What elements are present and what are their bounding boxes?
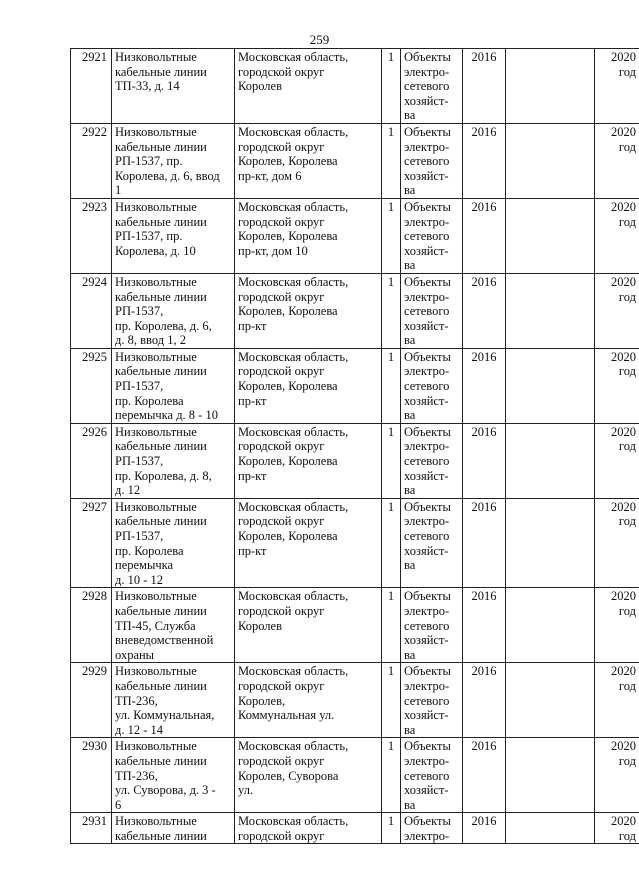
object-quantity: 1 xyxy=(382,738,401,813)
plan-year: 2020 год xyxy=(595,813,639,844)
object-name: Низковольтные кабельные линии РП-1537, пр. Королева перемычка д. 10 - 12 xyxy=(112,498,235,588)
object-name: Низковольтные кабельные линии ТП-33, д. 14 xyxy=(112,49,235,124)
object-name: Низковольтные кабельные линии xyxy=(112,813,235,844)
object-type: Объекты электро- сетевого хозяйст- ва xyxy=(401,498,463,588)
object-address: Московская область, городской округ Королев, Королева пр-кт, дом 10 xyxy=(235,198,382,273)
object-type: Объекты электро- сетевого хозяйст- ва xyxy=(401,663,463,738)
row-number: 2922 xyxy=(71,123,112,198)
row-number: 2926 xyxy=(71,423,112,498)
table-row xyxy=(71,198,639,273)
object-name: Низковольтные кабельные линии ТП-236, ул. Коммунальная, д. 12 - 14 xyxy=(112,663,235,738)
table-row xyxy=(71,588,639,663)
object-type: Объекты электро- сетевого хозяйст- ва xyxy=(401,123,463,198)
plan-year: 2020 год xyxy=(595,273,639,348)
object-year: 2016 xyxy=(463,813,506,844)
object-quantity: 1 xyxy=(382,198,401,273)
object-quantity: 1 xyxy=(382,423,401,498)
object-name: Низковольтные кабельные линии РП-1537, пр. Королева, д. 6, ввод 1 xyxy=(112,123,235,198)
object-type: Объекты электро- сетевого хозяйст- ва xyxy=(401,273,463,348)
empty-cell xyxy=(506,273,595,348)
object-address: Московская область, городской округ Королев, Королева пр-кт xyxy=(235,498,382,588)
object-address: Московская область, городской округ Королев, Королева пр-кт xyxy=(235,273,382,348)
empty-cell xyxy=(506,123,595,198)
page-number: 259 xyxy=(309,32,330,47)
object-address: Московская область, городской округ Королев, Коммунальная ул. xyxy=(235,663,382,738)
empty-cell xyxy=(506,738,595,813)
object-type: Объекты электро- сетевого хозяйст- ва xyxy=(401,198,463,273)
object-quantity: 1 xyxy=(382,273,401,348)
empty-cell xyxy=(506,813,595,844)
empty-cell xyxy=(506,348,595,423)
object-address: Московская область, городской округ Королев xyxy=(235,49,382,124)
object-quantity: 1 xyxy=(382,348,401,423)
object-address: Московская область, городской округ Королев, Королева пр-кт, дом 6 xyxy=(235,123,382,198)
table-row xyxy=(71,663,639,738)
empty-cell xyxy=(506,198,595,273)
row-number: 2925 xyxy=(71,348,112,423)
plan-year: 2020 год xyxy=(595,198,639,273)
object-year: 2016 xyxy=(463,423,506,498)
row-number: 2924 xyxy=(71,273,112,348)
table-row xyxy=(71,49,639,124)
object-year: 2016 xyxy=(463,588,506,663)
empty-cell xyxy=(506,49,595,124)
plan-year: 2020 год xyxy=(595,123,639,198)
row-number: 2931 xyxy=(71,813,112,844)
object-year: 2016 xyxy=(463,738,506,813)
object-address: Московская область, городской округ xyxy=(235,813,382,844)
object-name: Низковольтные кабельные линии РП-1537, пр. Королева, д. 8, д. 12 xyxy=(112,423,235,498)
object-year: 2016 xyxy=(463,49,506,124)
object-name: Низковольтные кабельные линии РП-1537, пр. Королева перемычка д. 8 - 10 xyxy=(112,348,235,423)
row-number: 2930 xyxy=(71,738,112,813)
object-address: Московская область, городской округ Королев, Суворова ул. xyxy=(235,738,382,813)
row-number: 2921 xyxy=(71,49,112,124)
empty-cell xyxy=(506,588,595,663)
object-year: 2016 xyxy=(463,498,506,588)
table-row xyxy=(71,423,639,498)
plan-year: 2020 год xyxy=(595,588,639,663)
table-row xyxy=(71,738,639,813)
object-address: Московская область, городской округ Королев, Королева пр-кт xyxy=(235,348,382,423)
table-row xyxy=(71,348,639,423)
object-name: Низковольтные кабельные линии ТП-236, ул. Суворова, д. 3 - 6 xyxy=(112,738,235,813)
object-quantity: 1 xyxy=(382,813,401,844)
empty-cell xyxy=(506,498,595,588)
plan-year: 2020 год xyxy=(595,423,639,498)
plan-year: 2020 год xyxy=(595,663,639,738)
plan-year: 2020 год xyxy=(595,348,639,423)
object-year: 2016 xyxy=(463,198,506,273)
object-type: Объекты электро- сетевого хозяйст- ва xyxy=(401,423,463,498)
object-type: Объекты электро- сетевого хозяйст- ва xyxy=(401,738,463,813)
empty-cell xyxy=(506,423,595,498)
object-type: Объекты электро- сетевого хозяйст- ва xyxy=(401,588,463,663)
object-type: Объекты электро- сетевого хозяйст- ва xyxy=(401,49,463,124)
object-quantity: 1 xyxy=(382,588,401,663)
table-row xyxy=(71,123,639,198)
plan-year: 2020 год xyxy=(595,738,639,813)
table-row xyxy=(71,498,639,588)
object-quantity: 1 xyxy=(382,49,401,124)
row-number: 2928 xyxy=(71,588,112,663)
empty-cell xyxy=(506,663,595,738)
table-row xyxy=(71,273,639,348)
object-year: 2016 xyxy=(463,273,506,348)
plan-year: 2020 год xyxy=(595,49,639,124)
object-year: 2016 xyxy=(463,123,506,198)
object-name: Низковольтные кабельные линии ТП-45, Служба вневедомственной охраны xyxy=(112,588,235,663)
object-quantity: 1 xyxy=(382,663,401,738)
object-year: 2016 xyxy=(463,348,506,423)
plan-year: 2020 год xyxy=(595,498,639,588)
object-address: Московская область, городской округ Королев, Королева пр-кт xyxy=(235,423,382,498)
row-number: 2929 xyxy=(71,663,112,738)
object-name: Низковольтные кабельные линии РП-1537, пр. Королева, д. 6, д. 8, ввод 1, 2 xyxy=(112,273,235,348)
registry-table xyxy=(70,48,639,844)
object-quantity: 1 xyxy=(382,123,401,198)
row-number: 2923 xyxy=(71,198,112,273)
table-row xyxy=(71,813,639,844)
object-type: Объекты электро- xyxy=(401,813,463,844)
row-number: 2927 xyxy=(71,498,112,588)
object-year: 2016 xyxy=(463,663,506,738)
object-name: Низковольтные кабельные линии РП-1537, пр. Королева, д. 10 xyxy=(112,198,235,273)
object-quantity: 1 xyxy=(382,498,401,588)
object-type: Объекты электро- сетевого хозяйст- ва xyxy=(401,348,463,423)
object-address: Московская область, городской округ Королев xyxy=(235,588,382,663)
